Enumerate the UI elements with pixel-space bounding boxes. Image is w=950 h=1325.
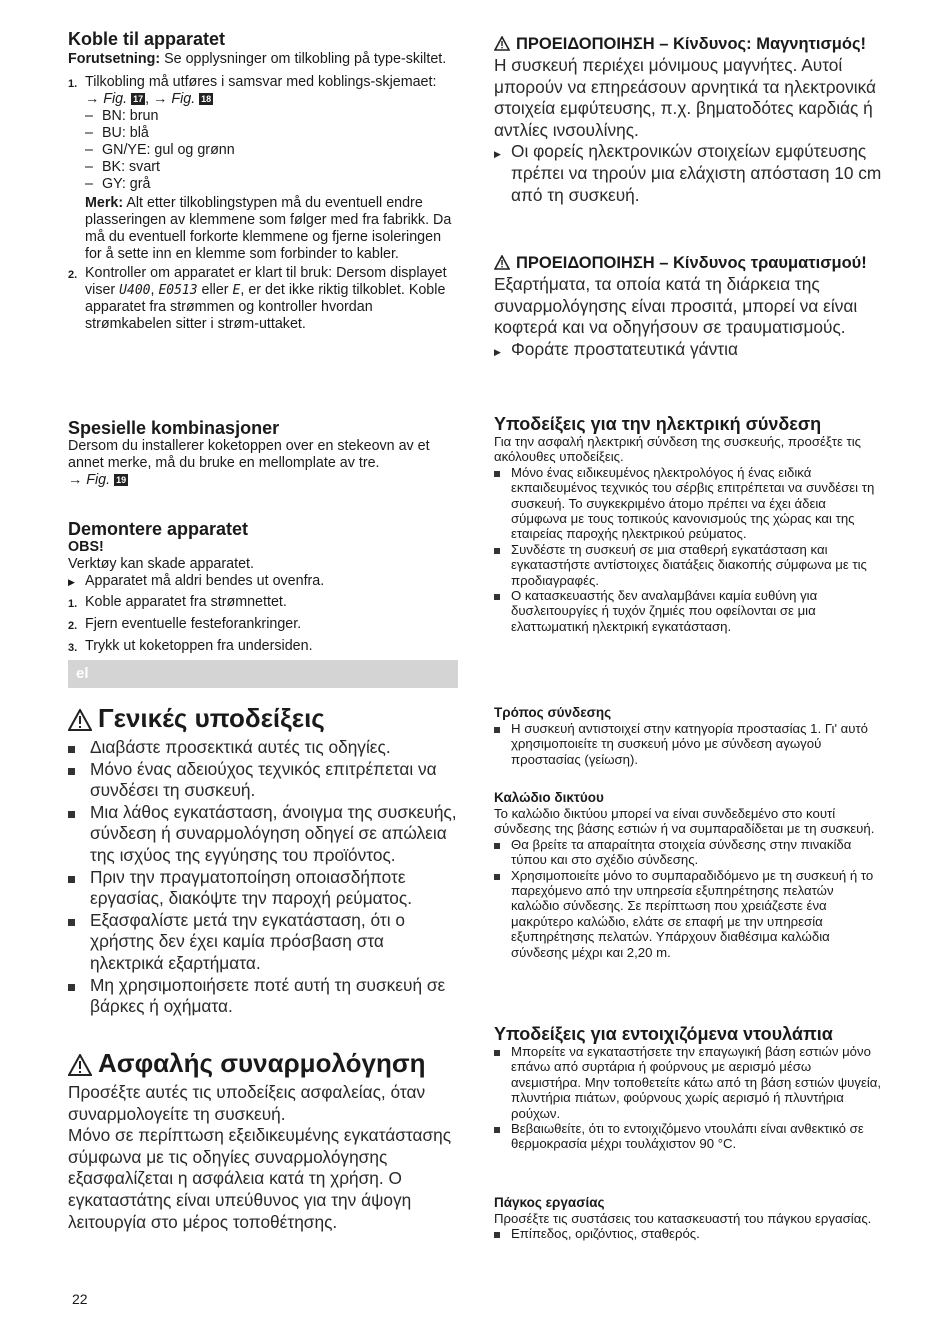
step-1: 1. Tilkobling må utføres i samsvar med koblings-skjemaet: → Fig. 17 , → Fig. 18 – BN: brun – BU: blå – GN/YE: gul og grønn – BK: svart – GY: grå Merk: Alt etter tilkoblingstypen må du eventuell endre plasseringen av klemmene som følger med fra fabrikk. Da må du eventuell forkorte klemmene og fjerne isoleringen for å sette inn en klemme som forbinder to kabler. [68,74,460,263]
section-title: Γενικές υποδείξεις [68,703,460,733]
square-bullet-icon [68,768,75,775]
page-number: 22 [72,1291,88,1307]
square-bullet-icon [68,984,75,991]
display-code: U400 [119,283,151,298]
square-bullet-icon [68,919,75,926]
note: Merk: Alt etter tilkoblingstypen må du eventuell endre plasseringen av klemmene som følger med fra fabrikk. Da må du eventuell forkorte klemmene og fjerne isoleringen for å sette inn en klemme som forbinder to kabler. [85,195,452,262]
warning-title: ΠΡΟΕΙΔΟΠΟΙΗΣΗ – Κίνδυνος: Μαγνητισμός! [494,34,884,55]
warning-magnetism: ΠΡΟΕΙΔΟΠΟΙΗΣΗ – Κίνδυνος: Μαγνητισμός! Η συσκευή περιέχει μόνιμους μαγνήτες. Αυτοί μπορούν να επηρεάσουν αρνητικά τα ηλεκτρονικά στοιχεία εμφύτευσης, π.χ. βηματοδότες καρδιάς ή αντλίες ινσουλίνης. ▶ Οι φορείς ηλεκτρονικών στοιχείων εμφύτευσης πρέπει να τηρούν μια ελάχιστη απόσταση 10 cm από τη συσκευή. [494,34,884,206]
section-safe-assembly: Ασφαλής συναρμολόγηση Προσέξτε αυτές τις υποδείξεις ασφαλείας, όταν συναρμολογείτε τη συσκευή. Μόνο σε περίπτωση εξειδικευμένης εγκατάστασης σύμφωνα με τις οδηγίες συναρμολόγησης εξασφαλίζεται η ασφάλεια κατά τη χρήση. Ο εγκαταστάτης είναι υπεύθυνος για την άψογη λειτουργία στο μέρος τοποθέτησης. [68,1048,460,1233]
list-item: ▶ Φοράτε προστατευτικά γάντια [494,339,884,364]
figure-reference: → Fig. 19 [68,472,127,488]
section-electrical: Υποδείξεις για την ηλεκτρική σύνδεση Για την ασφαλή ηλεκτρική σύνδεση της συσκευής, προσέξτε τις ακόλουθες υποδείξεις. Μόνο ένας ειδικευμένος ηλεκτρολόγος ή ένας ειδικά εκπαιδευμένος τεχνικός του σέρβις επιτρέπεται να συνδέσει τη συσκευή. Το συγκεκριμένο άτομο πρέπει να έχει άδεια σύμφωνα με τους τοπικούς κανονισμούς της χώρας και της εταιρείας παροχής ηλεκτρικού ρεύματος. Συνδέστε τη συσκευή σε μια σταθερή εγκατάσταση και εγκαταστήστε αντίστοιχες διατάξεις διακοπής σύμφωνα με τις προδιαγραφές. Ο κατασκευαστής δεν αναλαμβάνει καμία ευθύνη για δυσλειτουργίες ή τυχόν ζημιές που οφείλονται σε μια ελαττωματική ηλεκτρική εγκατάσταση. [494,414,884,634]
square-bullet-icon [494,1127,500,1133]
square-bullet-icon [494,727,500,733]
list-item: Μια λάθος εγκατάσταση, άνοιγμα της συσκευής, σύνδεση ή συναρμολόγηση οδηγεί σε απώλεια της ισχύος της εγγύησης του προϊόντος. [68,802,460,867]
warning-triangle-icon [494,36,510,51]
list-item: Επίπεδος, οριζόντιος, σταθερός. [494,1226,884,1241]
section-dismantle: Demontere apparatet OBS! Verktøy kan skade apparatet. ▶ Apparatet må aldri bendes ut ovenfra. 1. Koble apparatet fra strømnettet. 2. Fjern eventuelle festeforankringer. 3. Trykk ut koketoppen fra undersiden. [68,519,460,657]
list-item: Θα βρείτε τα απαραίτητα στοιχεία σύνδεσης στην πινακίδα τύπου και στο σχέδιο σύνδεσης. [494,837,884,868]
step-2: 2. Kontroller om apparatet er klart til bruk: Dersom displayet viser U400, E0513 eller E, er det ikke riktig tilkoblet. Koble apparatet fra strømmen og kontroller hvordan strømkabelen sitter i strøm-uttaket. [68,265,447,332]
list-item: Συνδέστε τη συσκευή σε μια σταθερή εγκατάσταση και εγκαταστήστε αντίστοιχες διατάξεις διακοπής σύμφωνα με τις προδιαγραφές. [494,542,884,588]
subsection-title: Καλώδιο δικτύου [494,790,604,805]
square-bullet-icon [494,874,500,880]
section-built-in-units [494,1024,884,1152]
triangle-arrow-icon: ▶ [494,346,501,357]
list-item: Ο κατασκευαστής δεν αναλαμβάνει καμία ευθύνη για δυσλειτουργίες ή τυχόν ζημιές που οφείλονται σε μια ελαττωματική ηλεκτρική εγκατάσταση. [494,588,884,634]
list-item: ▶ Οι φορείς ηλεκτρονικών στοιχείων εμφύτευσης πρέπει να τηρούν μια ελάχιστη απόσταση 10 cm από τη συσκευή. [494,141,882,205]
triangle-arrow-icon: ▶ [494,149,501,160]
list-item: Πριν την πραγματοποίηση οποιασδήποτε εργασίας, διακόψτε την παροχή ρεύματος. [68,867,460,910]
section-special: Spesielle kombinasjoner Dersom du installerer koketoppen over en stekeovn av et annet merke, må du bruke en mellomplate av tre. → Fig. 19 [68,418,460,489]
warning-triangle-icon [494,255,510,270]
wire-item: BU: blå [102,125,149,141]
wire-item: GY: grå [102,176,151,192]
section-title: Demontere apparatet [68,519,249,539]
square-bullet-icon [494,1050,500,1056]
subsection-title: Πάγκος εργασίας [494,1195,605,1210]
list-item: Βεβαιωθείτε, ότι το εντοιχιζόμενο ντουλάπι είναι ανθεκτικό σε θερμοκρασία μέχρι τουλάχιστον 90 °C. [494,1121,884,1152]
list-item: 1. Koble apparatet fra strømnettet. [68,594,287,610]
subsection-title: Τρόπος σύνδεσης [494,705,612,720]
list-item: Εξασφαλίστε μετά την εγκατάσταση, ότι ο χρήστης δεν έχει καμία πρόσβαση στα ηλεκτρικά εξαρτήματα. [68,910,460,975]
figure-reference: → Fig. 17 , → Fig. 18 [85,91,212,107]
wire-list: – BN: brun – BU: blå – GN/YE: gul og grønn – BK: svart – GY: grå [85,108,235,192]
list-item: Μόνο ένας αδειούχος τεχνικός επιτρέπεται να συνδέσει τη συσκευή. [68,759,460,802]
list-item: Μη χρησιμοποιήσετε ποτέ αυτή τη συσκευή σε βάρκες ή οχήματα. [68,975,460,1018]
language-tag-bar: el [68,660,458,688]
triangle-arrow-icon: ▶ [68,577,75,587]
section-title: Spesielle kombinasjoner [68,418,280,438]
list-item: Διαβάστε προσεκτικά αυτές τις οδηγίες. [68,737,460,759]
wire-item: BK: svart [102,159,160,175]
square-bullet-icon [494,471,500,477]
section-title: Υποδείξεις για εντοιχιζόμενα ντουλάπια [494,1024,833,1044]
warning-triangle-icon [68,1054,92,1076]
list-item: 2. Fjern eventuelle festeforankringer. [68,616,302,632]
section-title: Υποδείξεις για την ηλεκτρική σύνδεση [494,414,822,434]
section-connect [68,29,460,333]
section-general-greek [68,703,460,1018]
square-bullet-icon [494,843,500,849]
list-item: ▶ Apparatet må aldri bendes ut ovenfra. [68,573,325,589]
section-title: Ασφαλής συναρμολόγηση [68,1048,460,1078]
wire-item: GN/YE: gul og grønn [102,142,235,158]
section-worktop: Πάγκος εργασίας Προσέξτε τις συστάσεις του κατασκευαστή του πάγκου εργασίας. Επίπεδος, οριζόντιος, σταθερός. [494,1195,884,1242]
warning-title: ΠΡΟΕΙΔΟΠΟΙΗΣΗ – Κίνδυνος τραυματισμού! [494,253,884,274]
square-bullet-icon [494,1232,500,1238]
square-bullet-icon [68,876,75,883]
list-item: 3. Trykk ut koketoppen fra undersiden. [68,638,313,654]
list-item: Μόνο ένας ειδικευμένος ηλεκτρολόγος ή ένας ειδικά εκπαιδευμένος τεχνικός του σέρβις επιτρέπεται να συνδέσει τη συσκευή. Το συγκεκριμένο άτομο πρέπει να έχει άδεια σύμφωνα με τους τοπικούς κανονισμούς της χώρας και της εταιρείας παροχής ηλεκτρικού ρεύματος. [494,465,884,542]
list-item: Η συσκευή αντιστοιχεί στην κατηγορία προστασίας 1. Γι' αυτό χρησιμοποιείτε τη συσκευή μόνο με σύνδεση αγωγού προστασίας (γείωση). [494,721,884,767]
warning-triangle-icon [68,709,92,731]
square-bullet-icon [494,594,500,600]
list-item: Μπορείτε να εγκαταστήσετε την επαγωγική βάση εστιών μόνο επάνω από συρτάρια ή φούρνους με αερισμό μέσω ανεμιστήρα. Μην τοποθετείτε κάτω από τη βάση εστιών ψυγεία, πλυντήρια πιάτων, φούρνους χωρίς αερισμό ή πλυντήρια ρούχων. [494,1044,884,1121]
section-connection-type [494,705,884,767]
square-bullet-icon [494,548,500,554]
square-bullet-icon [68,811,75,818]
general-list [68,737,460,1018]
list-item: Χρησιμοποιείτε μόνο το συμπαραδιδόμενο με τη συσκευή ή το παρεχόμενο από την υπηρεσία εξυπηρέτησης πελατών καλώδιο σύνδεσης. Σε περίπτωση που χρειάζεστε ένα μακρύτερο καλώδιο, ελάτε σε επαφή με την υπηρεσία εξυπηρέτησης πελατών. Υπάρχουν διαθέσιμα καλώδια σύνδεσης μέχρι και 2,20 m. [494,868,884,960]
section-mains-cable: Καλώδιο δικτύου Το καλώδιο δικτύου μπορεί να είναι συνδεδεμένο στο κουτί σύνδεσης της βάσης εστιών ή να συμπαραδίδεται με τη συσκευή. Θα βρείτε τα απαραίτητα στοιχεία σύνδεσης στην πινακίδα τύπου και στο σχέδιο σύνδεσης. Χρησιμοποιείτε μόνο το συμπαραδιδόμενο με τη συσκευή ή το παρεχόμενο από την υπηρεσία εξυπηρέτησης πελατών καλώδιο σύνδεσης. Σε περίπτωση που χρειάζεστε ένα μακρύτερο καλώδιο, ελάτε σε επαφή με την υπηρεσία εξυπηρέτησης πελατών. Υπάρχουν διαθέσιμα καλώδια σύνδεσης μέχρι και 2,20 m. [494,790,884,960]
prerequisite: Forutsetning: Se opplysninger om tilkobling på type-skiltet. [68,51,447,67]
wire-item: BN: brun [102,108,159,124]
section-title: Koble til apparatet [68,29,226,49]
warning-injury: ΠΡΟΕΙΔΟΠΟΙΗΣΗ – Κίνδυνος τραυματισμού! Εξαρτήματα, τα οποία κατά τη διάρκεια της συναρμολόγησης είναι προσιτά, μπορεί να είναι κοφτερά και να οδηγήσουν σε τραυματισμούς. ▶ Φοράτε προστατευτικά γάντια [494,253,884,363]
square-bullet-icon [68,746,75,753]
display-code: E [232,283,241,298]
display-code: E0513 [158,283,198,298]
